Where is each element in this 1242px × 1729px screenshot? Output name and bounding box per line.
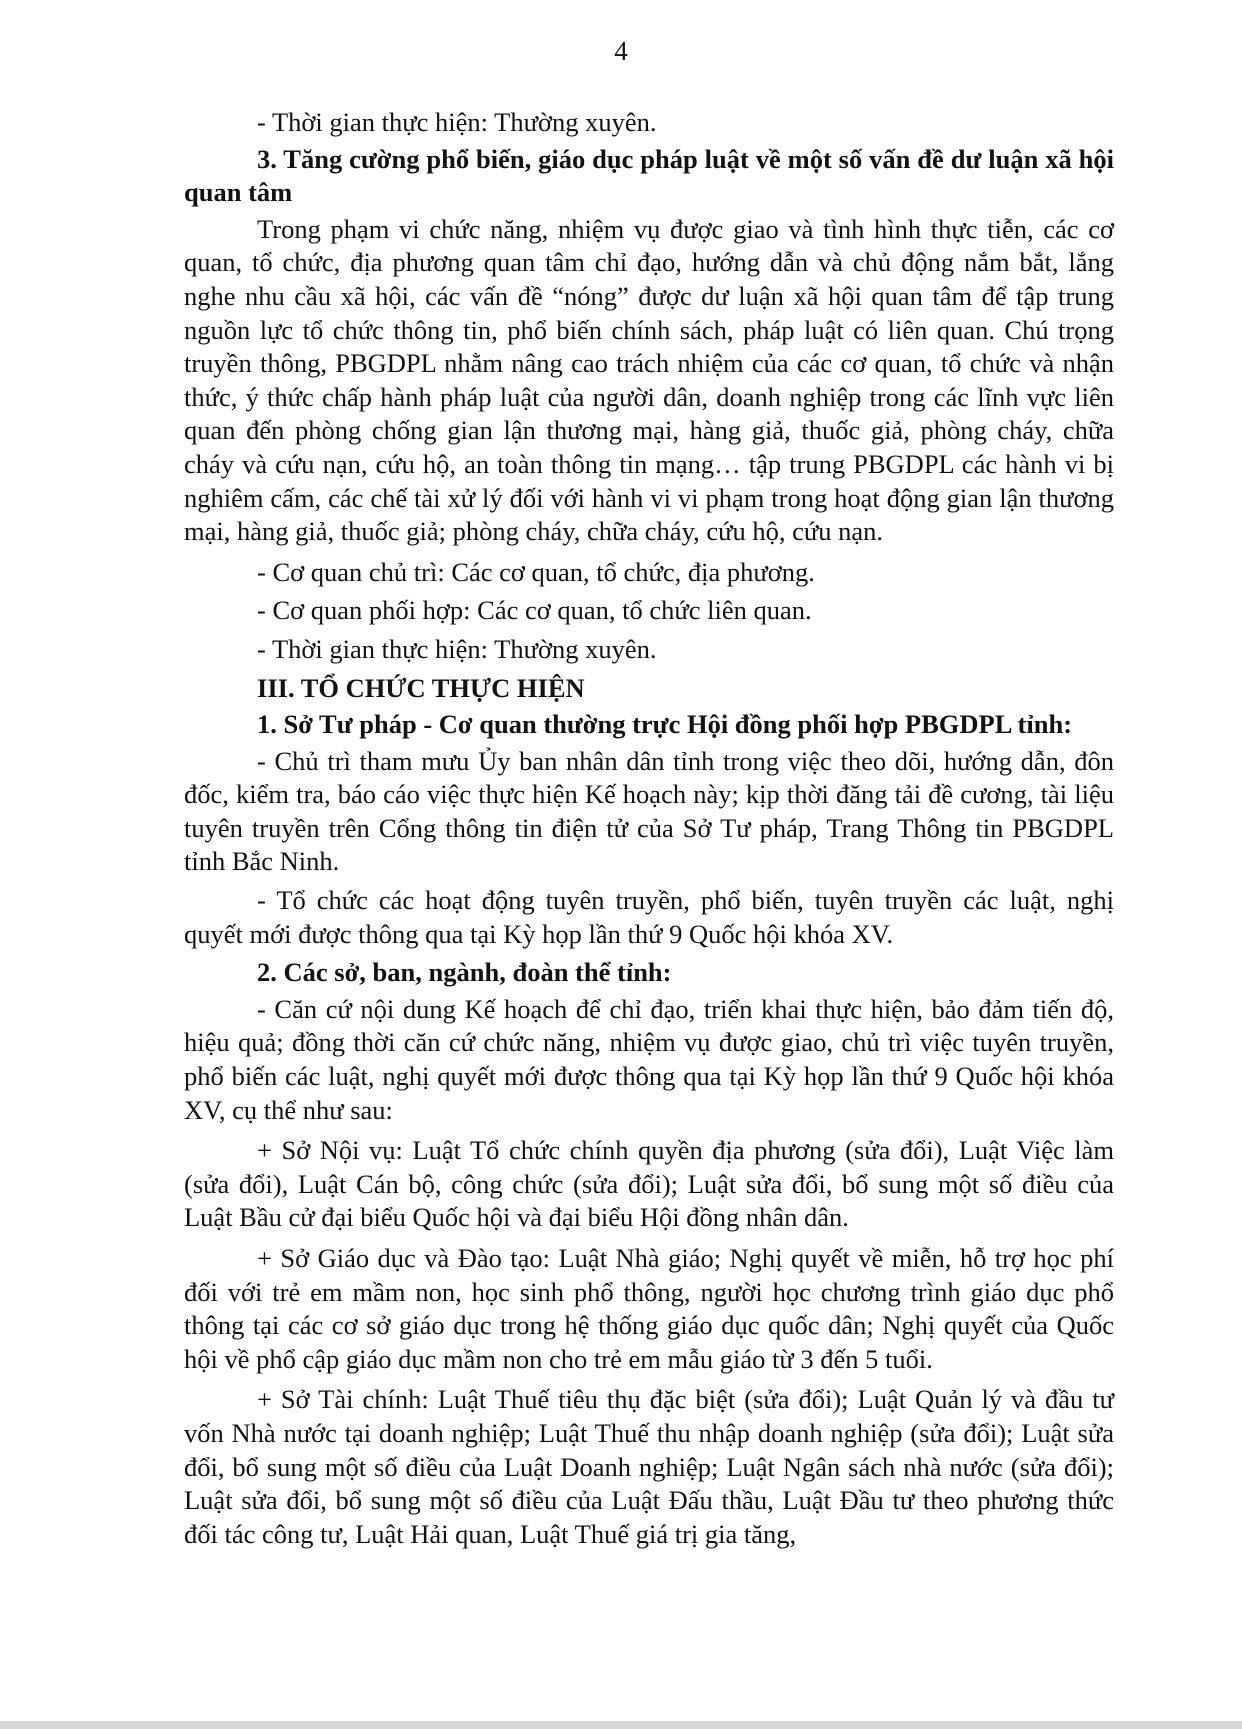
section-heading-3: 3. Tăng cường phổ biến, giáo dục pháp luật về một số vấn đề dư luận xã hội quan tâm — [184, 143, 1114, 208]
paragraph-time-2: - Thời gian thực hiện: Thường xuyên. — [257, 633, 657, 664]
subsection-heading-2: 2. Các sở, ban, ngành, đoàn thể tỉnh: — [257, 957, 672, 988]
paragraph-home-affairs: + Sở Nội vụ: Luật Tổ chức chính quyền địa phương (sửa đổi), Luật Việc làm (sửa đổi), Luật Cán bộ, công chức (sửa đổi); Luật sửa đổi, bổ sung một số điều của Luật Bầu cử đại biểu Quốc hội và đại biểu Hội đồng nhân dân. — [184, 1135, 1114, 1233]
paragraph-justice-dept-2: - Tổ chức các hoạt động tuyên truyền, phổ biến, tuyên truyền các luật, nghị quyết mới được thông qua tại Kỳ họp lần thứ 9 Quốc hội khóa XV. — [184, 885, 1114, 949]
paragraph-justice-dept-1: - Chủ trì tham mưu Ủy ban nhân dân tỉnh trong việc theo dõi, hướng dẫn, đôn đốc, kiểm tra, báo cáo việc thực hiện Kế hoạch này; kịp thời đăng tải đề cương, tài liệu tuyên truyền trên Cổng thông tin điện tử của Sở Tư pháp, Trang Thông tin PBGDPL tỉnh Bắc Ninh. — [184, 745, 1114, 877]
paragraph-coordinating-agency: - Cơ quan phối hợp: Các cơ quan, tổ chức liên quan. — [257, 595, 812, 626]
page-number: 4 — [614, 36, 628, 66]
section-heading-III: III. TỔ CHỨC THỰC HIỆN — [257, 672, 585, 703]
subsection-heading-1: 1. Sở Tư pháp - Cơ quan thường trực Hội đồng phối hợp PBGDPL tỉnh: — [257, 709, 1073, 740]
paragraph-section-3-body: Trong phạm vi chức năng, nhiệm vụ được giao và tình hình thực tiễn, các cơ quan, tổ chức, địa phương quan tâm chỉ đạo, hướng dẫn và chủ động nắm bắt, lắng nghe nhu cầu xã hội, các vấn đề “nóng” được dư luận xã hội quan tâm để tập trung nguồn lực tổ chức thông tin, phổ biến chính sách, pháp luật có liên quan. Chú trọng truyền thông, PBGDPL nhằm nâng cao trách nhiệm của các cơ quan, tổ chức và nhận thức, ý thức chấp hành pháp luật của người dân, doanh nghiệp trong các lĩnh vực liên quan đến phòng chống gian lận thương mại, hàng giả, thuốc giả, phòng cháy, chữa cháy và cứu nạn, cứu hộ, an toàn thông tin mạng… tập trung PBGDPL các hành vi bị nghiêm cấm, các chế tài xử lý đối với hành vi vi phạm trong hoạt động gian lận thương mại, hàng giả, thuốc giả; phòng cháy, chữa cháy, cứu hộ, cứu nạn. — [184, 213, 1114, 547]
paragraph-education: + Sở Giáo dục và Đào tạo: Luật Nhà giáo; Nghị quyết về miễn, hỗ trợ học phí đối với trẻ em mầm non, học sinh phổ thông, người học chương trình giáo dục phổ thông tại các cơ sở giáo dục trong hệ thống giáo dục quốc dân; Nghị quyết của Quốc hội về phổ cập giáo dục mầm non cho trẻ em mẫu giáo từ 3 đến 5 tuổi. — [184, 1243, 1114, 1374]
paragraph-departments-intro: - Căn cứ nội dung Kế hoạch để chỉ đạo, triển khai thực hiện, bảo đảm tiến độ, hiệu quả; đồng thời căn cứ chức năng, nhiệm vụ được giao, chủ trì việc tuyên truyền, phổ biến các luật, nghị quyết mới được thông qua tại Kỳ họp lần thứ 9 Quốc hội khóa XV, cụ thể như sau: — [184, 993, 1114, 1125]
document-body — [184, 106, 1114, 1556]
page-bottom-edge — [0, 1721, 1242, 1729]
paragraph-finance: + Sở Tài chính: Luật Thuế tiêu thụ đặc biệt (sửa đổi); Luật Quản lý và đầu tư vốn Nhà nước tại doanh nghiệp; Luật Thuế thu nhập doanh nghiệp (sửa đổi); Luật sửa đổi, bổ sung một số điều của Luật Doanh nghiệp; Luật Ngân sách nhà nước (sửa đổi); Luật sửa đổi, bổ sung một số điều của Luật Đấu thầu, Luật Đầu tư theo phương thức đối tác công tư, Luật Hải quan, Luật Thuế giá trị gia tăng, — [184, 1384, 1114, 1549]
paragraph-lead-agency: - Cơ quan chủ trì: Các cơ quan, tổ chức, địa phương. — [257, 556, 815, 587]
paragraph-time-1: - Thời gian thực hiện: Thường xuyên. — [257, 107, 657, 137]
